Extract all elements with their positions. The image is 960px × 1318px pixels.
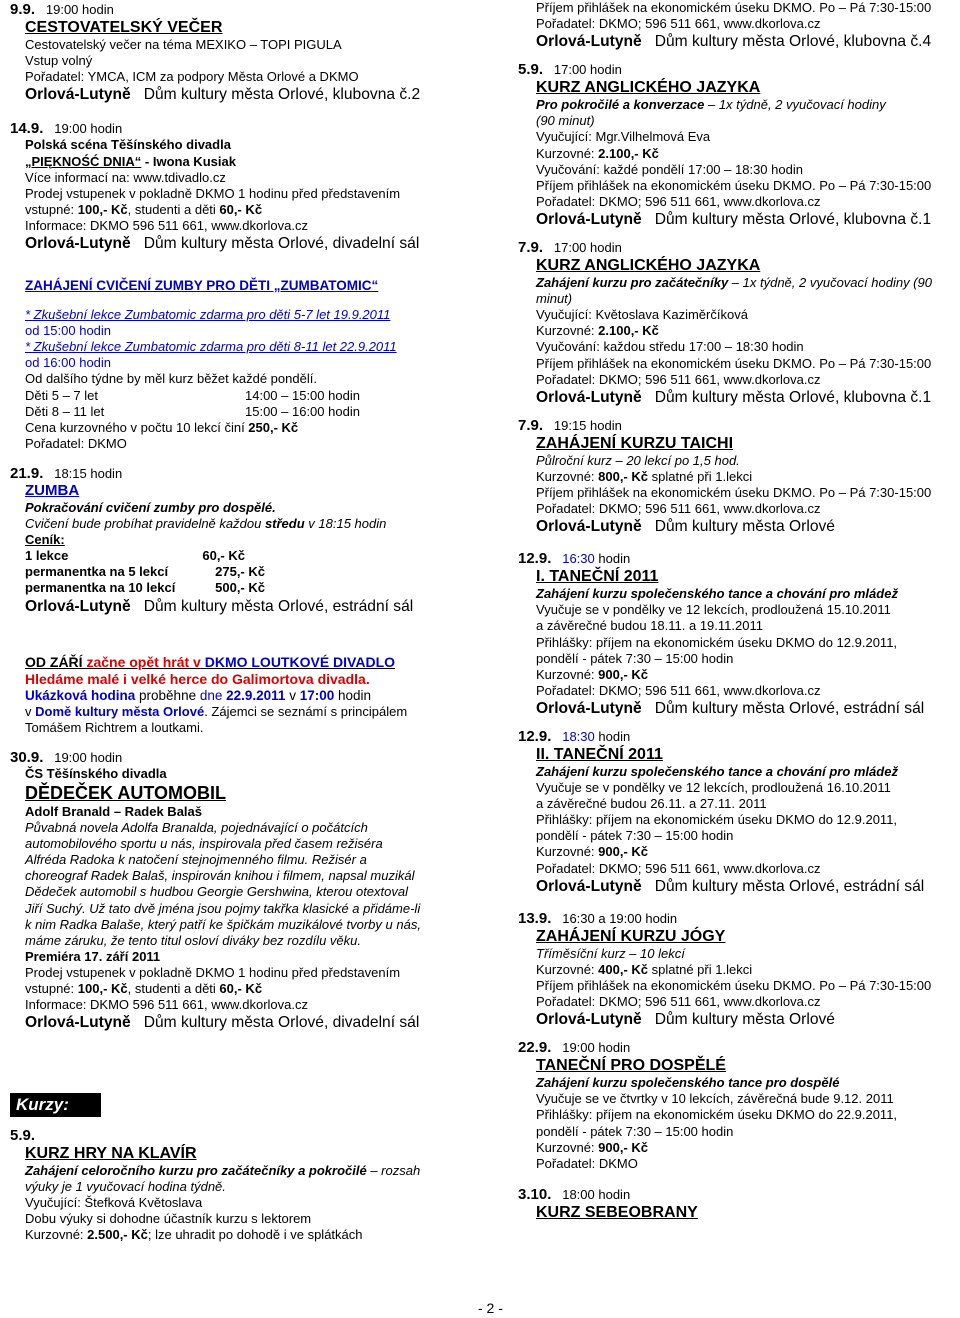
event-header: 5.9. 17:00 hodin xyxy=(518,61,622,79)
event-price: Kurzovné: 2.100,- Kč xyxy=(536,145,659,161)
event-text: Pořadatel: DKMO; 596 511 661, www.dkorlova.cz xyxy=(536,994,821,1010)
event-desc: automobilového sportu u nás, inspirovala před časem režiséra xyxy=(25,836,383,852)
event-text: Půlroční kurz – 20 lekcí po 1,5 hod. xyxy=(536,452,740,468)
event-price: Kurzovné: 2.500,- Kč; lze uhradit po dohodě i ve splátkách xyxy=(25,1227,363,1243)
event-text: Zahájení kurzu pro začátečníky – 1x týdně, 2 vyučovací hodiny (90 xyxy=(536,275,932,291)
event-text: Cestovatelský večer na téma MEXIKO – TOPI PIGULA xyxy=(25,37,342,53)
price-row: 1 lekce 60,- Kč xyxy=(25,548,245,564)
event-text: Přihlášky: příjem na ekonomickém úseku DKMO do 12.9.2011, xyxy=(536,634,898,650)
event-header: 22.9. 19:00 hodin xyxy=(518,1039,631,1057)
event-desc: máme záruku, že tento titul osloví diváky bez rozdílu věku. xyxy=(25,932,361,948)
left-bottom xyxy=(10,1128,480,1244)
event-desc: Dědeček automobil s hudbou Georgie Gershwina, kterou otextoval xyxy=(25,884,408,900)
event-authors: Adolf Branald – Radek Balaš xyxy=(25,804,202,819)
event-desc: k nim Radka Balaše, který patří ke špičkám muzikálové tvorby u nás, xyxy=(25,916,421,932)
event-venue: Orlová-Lutyně Dům kultury města Orlové, klubovna č.1 xyxy=(536,210,932,228)
schedule-row: Děti 5 – 7 let 14:00 – 15:00 hodin xyxy=(25,387,360,403)
event-text: výuky je 1 vyučovací hodina týdně. xyxy=(25,1179,226,1195)
event-text: Více informací na: www.tdivadlo.cz xyxy=(25,169,226,185)
event-price: Kurzovné: 900,- Kč xyxy=(536,1139,649,1155)
section-subtitle: Hledáme malé i velké herce do Galimortova divadla. xyxy=(25,670,370,687)
event-title: KURZ ANGLICKÉHO JAZYKA xyxy=(536,257,761,275)
event-text: Příjem přihlášek na ekonomickém úseku DKMO. Po – Pá 7:30-15:00 xyxy=(536,355,932,371)
left-column xyxy=(10,2,480,1032)
event-text: Zahájení celoročního kurzu pro začátečníky a pokročilé – rozsah xyxy=(25,1163,421,1179)
zumba-trial-2: * Zkušební lekce Zumbatomic zdarma pro děti 8-11 let 22.9.2011 xyxy=(25,339,397,355)
event-text: Pokračování cvičení zumby pro dospělé. xyxy=(25,499,276,515)
event-text: Pořadatel: DKMO; 596 511 661, www.dkorlova.cz xyxy=(536,16,821,32)
event-text: Vyučování: každou středu 17:00 – 18:30 hodin xyxy=(536,339,804,355)
event-venue: Orlová-Lutyně Dům kultury města Orlové, divadelní sál xyxy=(25,1014,420,1032)
event-venue: Orlová-Lutyně Dům kultury města Orlové, estrádní sál xyxy=(25,597,414,615)
event-header: 12.9. 16:30 hodin xyxy=(518,550,631,568)
event-text: pondělí - pátek 7:30 – 15:00 hodin xyxy=(536,1123,734,1139)
event-price: Kurzovné: 800,- Kč splatné při 1.lekci xyxy=(536,468,753,484)
event-text: Vyučující: Květoslava Kaziměrčíková xyxy=(536,307,748,323)
event-text: pondělí - pátek 7:30 – 15:00 hodin xyxy=(536,650,734,666)
event-text: Pořadatel: DKMO; 596 511 661, www.dkorlova.cz xyxy=(536,371,821,387)
event-text: Zahájení kurzu společenského tance a chování pro mládež xyxy=(536,764,898,779)
event-text: Vyučuje se ve čtvrtky v 10 lekcích, závěrečná bude 9.12. 2011 xyxy=(536,1091,894,1107)
event-venue: Orlová-Lutyně Dům kultury města Orlové, divadelní sál xyxy=(25,235,420,253)
zumba-trial-1: * Zkušební lekce Zumbatomic zdarma pro děti 5-7 let 19.9.2011 xyxy=(25,307,391,323)
event-text: Cvičení bude probíhat pravidelně každou středu v 18:15 hodin xyxy=(25,516,387,532)
event-header: 21.9. 18:15 hodin xyxy=(10,464,123,482)
event-text: minut) xyxy=(536,291,573,307)
event-header: 9.9. 19:00 hodin xyxy=(10,1,114,18)
page-number: - 2 - xyxy=(478,1300,503,1316)
event-price: Kurzovné: 900,- Kč xyxy=(536,666,649,682)
price-row: permanentka na 5 lekcí 275,- Kč xyxy=(25,564,265,580)
event-text: Pořadatel: DKMO xyxy=(536,1155,638,1171)
event-price: Kurzovné: 2.100,- Kč xyxy=(536,323,659,339)
event-venue: Orlová-Lutyně Dům kultury města Orlové, klubovna č.2 xyxy=(25,86,421,104)
event-venue: Orlová-Lutyně Dům kultury města Orlové, estrádní sál xyxy=(536,699,925,717)
event-title: TANEČNÍ PRO DOSPĚLÉ xyxy=(536,1057,726,1075)
event-title: ZAHÁJENÍ KURZU JÓGY xyxy=(536,927,726,945)
event-text: Vyučuje se v pondělky ve 12 lekcích, prodloužená 16.10.2011 xyxy=(536,780,891,796)
event-text: Příjem přihlášek na ekonomickém úseku DKMO. Po – Pá 7:30-15:00 xyxy=(536,0,932,15)
event-text: Pořadatel: DKMO xyxy=(25,435,127,451)
event-text: Vyučující: Štefková Květoslava xyxy=(25,1195,203,1211)
event-header: 7.9. 17:00 hodin xyxy=(518,238,622,256)
event-text: Pořadatel: YMCA, ICM za podpory Města Orlové a DKMO xyxy=(25,69,359,85)
event-text: Tomášem Richtrem a loutkami. xyxy=(25,719,204,735)
event-text: (90 minut) xyxy=(536,113,595,129)
event-text: Přihlášky: příjem na ekonomickém úseku DKMO do 12.9.2011, xyxy=(536,812,898,828)
event-text: Pořadatel: DKMO; 596 511 661, www.dkorlova.cz xyxy=(536,193,821,209)
event-text: Příjem přihlášek na ekonomickém úseku DKMO. Po – Pá 7:30-15:00 xyxy=(536,484,932,500)
event-desc: choreograf Radek Balaš, inspirován knihou i filmem, napsal muzikál xyxy=(25,868,415,884)
section-title: ZAHÁJENÍ CVIČENÍ ZUMBY PRO DĚTI „ZUMBATOMIC“ xyxy=(25,278,379,294)
event-desc: Alfréda Radoka k natočení stejnojmenného filmu. Režisér a xyxy=(25,852,367,868)
event-text: Prodej vstupenek v pokladně DKMO 1 hodinu před představením xyxy=(25,964,401,980)
event-price: vstupné: 100,- Kč, studenti a děti 60,- Kč xyxy=(25,981,263,997)
event-title: „PIĘKNOŚĆ DNIA“ - Iwona Kusiak xyxy=(25,153,236,169)
event-text: Pořadatel: DKMO; 596 511 661, www.dkorlova.cz xyxy=(536,860,821,876)
event-header: 13.9. 16:30 a 19:00 hodin xyxy=(518,909,678,927)
event-text: Přihlášky: příjem na ekonomickém úseku DKMO do 22.9.2011, xyxy=(536,1107,898,1123)
event-header: 12.9. 18:30 hodin xyxy=(518,727,631,745)
event-desc: Půvabná novela Adolfa Branalda, pojednávající o počátcích xyxy=(25,820,368,836)
event-title: II. TANEČNÍ 2011 xyxy=(536,746,663,763)
event-text: Ukázková hodina proběhne dne 22.9.2011 v 17:00 hodin xyxy=(25,687,372,703)
event-header: 3.10. 18:00 hodin xyxy=(518,1185,631,1203)
event-header: 30.9. 19:00 hodin xyxy=(10,748,123,766)
event-venue: Orlová-Lutyně Dům kultury města Orlové, klubovna č.1 xyxy=(536,388,932,406)
event-text: a závěrečné budou 18.11. a 19.11.2011 xyxy=(536,618,763,634)
event-text: a závěrečné budou 26.11. a 27.11. 2011 xyxy=(536,796,767,812)
event-text: pondělí - pátek 7:30 – 15:00 hodin xyxy=(536,828,734,844)
event-venue: Orlová-Lutyně Dům kultury města Orlové xyxy=(536,518,835,536)
event-text: Dobu výuky si dohodne účastník kurzu s lektorem xyxy=(25,1211,312,1227)
event-text: Pro pokročilé a konverzace – 1x týdně, 2 vyučovací hodiny xyxy=(536,97,886,113)
event-text: Prodej vstupenek v pokladně DKMO 1 hodinu před představením xyxy=(25,185,401,201)
event-title: ZAHÁJENÍ KURZU TAICHI xyxy=(536,434,734,452)
event-header: 5.9. xyxy=(10,1127,36,1144)
price-row: permanentka na 10 lekcí 500,- Kč xyxy=(25,580,265,596)
event-text: Pořadatel: DKMO; 596 511 661, www.dkorlova.cz xyxy=(536,682,821,698)
event-price: Kurzovné: 900,- Kč xyxy=(536,844,649,860)
price-list-label: Ceník: xyxy=(25,532,65,548)
event-venue: Orlová-Lutyně Dům kultury města Orlové, estrádní sál xyxy=(536,877,925,895)
zumba-trial-2-time: od 16:00 hodin xyxy=(25,355,112,371)
event-text: Zahájení kurzu společenského tance a chování pro mládež xyxy=(536,586,898,602)
event-title: KURZ HRY NA KLAVÍR xyxy=(25,1145,197,1163)
event-text: Příjem přihlášek na ekonomickém úseku DKMO. Po – Pá 7:30-15:00 xyxy=(536,177,932,193)
event-text: Informace: DKMO 596 511 661, www.dkorlova.cz xyxy=(25,217,308,233)
zumba-trial-1-time: od 15:00 hodin xyxy=(25,323,112,339)
section-title: OD ZÁŘÍ začne opět hrát v DKMO LOUTKOVÉ DIVADLO xyxy=(25,653,396,670)
event-text: v Domě kultury města Orlové. Zájemci se seznámí s principálem xyxy=(25,703,408,719)
event-price: vstupné: 100,- Kč, studenti a děti 60,- Kč xyxy=(25,201,263,217)
event-price: Kurzovné: 400,- Kč splatné při 1.lekci xyxy=(536,961,753,977)
event-price: Cena kurzovného v počtu 10 lekcí činí 250,- Kč xyxy=(25,419,299,435)
event-premiere: Premiéra 17. září 2011 xyxy=(25,948,161,964)
event-text: Tříměsíční kurz – 10 lekcí xyxy=(536,945,685,961)
event-title: KURZ ANGLICKÉHO JAZYKA xyxy=(536,79,761,97)
event-venue: Orlová-Lutyně Dům kultury města Orlové xyxy=(536,1011,835,1029)
event-venue: Orlová-Lutyně Dům kultury města Orlové, klubovna č.4 xyxy=(536,33,932,51)
event-header: 14.9. 19:00 hodin xyxy=(10,120,123,138)
schedule-row: Děti 8 – 11 let 15:00 – 16:00 hodin xyxy=(25,403,360,419)
event-text: Příjem přihlášek na ekonomickém úseku DKMO. Po – Pá 7:30-15:00 xyxy=(536,977,932,993)
event-header: 7.9. 19:15 hodin xyxy=(518,416,622,434)
right-column xyxy=(518,0,960,1222)
event-text: ČS Těšínského divadla xyxy=(25,765,167,781)
event-desc: Jiří Suchý. Už tato dvě jména jsou pojmy takřka klasické a přidáme-li xyxy=(25,900,421,916)
event-text: Vyučování: každé pondělí 17:00 – 18:30 hodin xyxy=(536,161,803,177)
event-text: Vstup volný xyxy=(25,53,93,69)
courses-label: Kurzy: xyxy=(10,1093,101,1117)
event-text: Vyučuje se v pondělky ve 12 lekcích, prodloužená 15.10.2011 xyxy=(536,602,891,618)
event-title: KURZ SEBEOBRANY xyxy=(536,1203,698,1221)
event-title: I. TANEČNÍ 2011 xyxy=(536,568,659,586)
event-text: Vyučující: Mgr.Vilhelmová Eva xyxy=(536,129,711,145)
event-text: Polská scéna Těšínského divadla xyxy=(25,137,231,153)
event-title: ZUMBA xyxy=(25,481,80,499)
event-text: Od dalšího týdne by měl kurz běžet každé pondělí. xyxy=(25,371,317,387)
event-text: Informace: DKMO 596 511 661, www.dkorlova.cz xyxy=(25,997,308,1013)
event-title: CESTOVATELSKÝ VEČER xyxy=(25,19,223,37)
event-text: Zahájení kurzu společenského tance pro dospělé xyxy=(536,1075,840,1091)
event-text: Pořadatel: DKMO; 596 511 661, www.dkorlova.cz xyxy=(536,501,821,517)
event-title: DĚDEČEK AUTOMOBIL xyxy=(25,783,227,803)
